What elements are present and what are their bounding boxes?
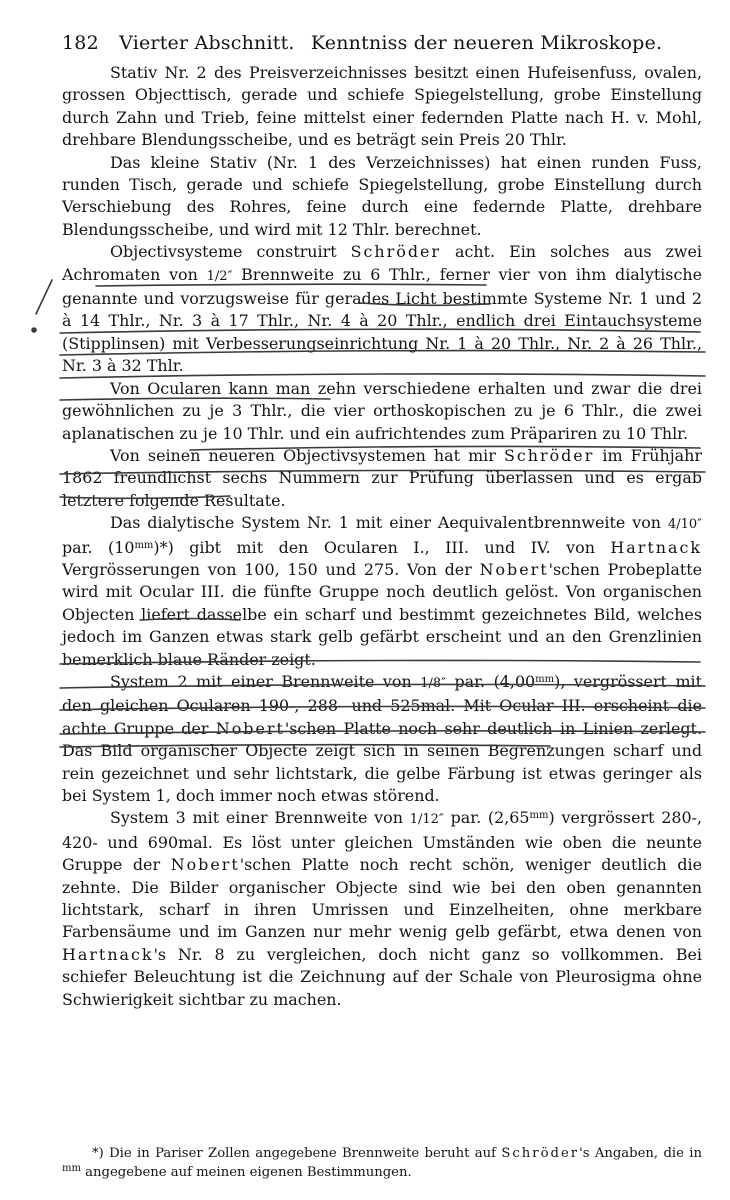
paragraph-stativ-2: Stativ Nr. 2 des Preisverzeichnisses besitzt einen Hufeisenfuss, ovalen, grossen Objecttisch, gerade und schiefe Spiegelstellung, grobe Einstellung durch Zahn und Trieb, feine mittelst einer federnden Platte nach H. v. Mohl, drehbare Blendungsscheibe, und es beträgt sein Preis 20 Thlr. bbox=[62, 63, 702, 150]
page-number: 182 bbox=[62, 32, 99, 54]
unit-superscript: mm bbox=[529, 810, 549, 822]
footnote-text: *) Die in Pariser Zollen angegebene Brennweite beruht auf Schröder's Angaben, die in $^{mm}$ angegebene auf meinen eigenen Bestimmungen. bbox=[62, 1146, 702, 1180]
margin-dot bbox=[32, 328, 36, 332]
paragraph-oculare: Von Ocularen kann man zehn verschiedene erhalten und zwar die drei gewöhnlichen zu je 3 Thlr., die vier orthoskopischen zu je 6 Thlr., die zwei aplanatischen zu je 10 Thlr. und ein aufrichtendes zum Präpariren zu 10 Thlr. bbox=[62, 378, 702, 443]
fraction: 1/12″ bbox=[409, 812, 444, 828]
header-title: Kenntniss der neueren Mikroskope. bbox=[310, 32, 663, 54]
unit-superscript: mm bbox=[134, 539, 154, 551]
paragraph-neuere-systeme: Von seinen neueren Objectivsystemen hat mir Schröder im Frühjahr 1862 freundlichst sechs Nummern zur Prüfung überlassen und es ergab letztere folgende Resultate. bbox=[62, 445, 702, 510]
person-name: Hartnack bbox=[62, 944, 154, 964]
paragraph-objectivsysteme: Objectivsysteme construirt Schröder acht. Ein solches aus zwei Achromaten von 1/2″ Brennweite zu 6 Thlr., ferner vier von ihm dialytische genannte und vorzugsweise für gerades Licht bestimmte Systeme Nr. 1 und 2 à 14 Thlr., Nr. 3 à 17 Thlr., Nr. 4 à 20 Thlr., endlich drei Eintauchsysteme (Stipplinsen) mit Verbesserungseinrichtung Nr. 1 à 20 Thlr., Nr. 2 à 26 Thlr., Nr. 3 à 32 Thlr. bbox=[62, 242, 702, 376]
paragraph-system-1: Das dialytische System Nr. 1 mit einer Aequivalentbrennweite von 4/10″ par. $(10^{mm})*$) gibt mit den Ocularen I., III. und IV. von Hartnack Vergrösserungen von 100, 150 und 275. Von der Nobert'schen Probeplatte wird mit Ocular III. die fünfte Gruppe noch deutlich gelöst. Von organischen Objecten liefert dasselbe ein scharf und bestimmt gezeichnetes Bild, welches jedoch im Ganzen etwas stark gelb gefärbt erscheint und an den Grenzlinien bemerklich blaue Ränder zeigt. bbox=[62, 513, 702, 669]
person-name: Nobert bbox=[215, 718, 285, 738]
paragraph-system-2: System 2 mit einer Brennweite von 1/8″ par. $(4,00^{mm})$, vergrössert mit den gleichen Ocularen 190-, 288- und 525mal. Mit Ocular III. erscheint die achte Gruppe der Nobert'schen Platte noch sehr deutlich in Linien zerlegt. Das Bild organischer Objecte zeigt sich in seinen Begrenzungen scharf und rein gezeichnet und sehr lichtstark, die gelbe Färbung ist etwas geringer als bei System 1, doch immer noch etwas störend. bbox=[62, 671, 702, 805]
person-name: Nobert bbox=[170, 855, 240, 875]
unit-superscript: mm bbox=[62, 1163, 81, 1174]
unit-superscript: mm bbox=[535, 673, 555, 685]
body-text bbox=[62, 62, 702, 1011]
footnote bbox=[62, 1144, 702, 1182]
fraction: 4/10″ bbox=[667, 517, 702, 533]
running-header bbox=[62, 32, 702, 54]
person-name: Nobert bbox=[479, 559, 549, 579]
person-name: Schröder bbox=[503, 445, 595, 465]
paragraph-system-3: System 3 mit einer Brennweite von 1/12″ par. $(2,65^{mm})$ vergrössert 280-, 420- und 690mal. Es löst unter gleichen Umständen wie oben die neunte Gruppe der Nobert'schen Platte noch recht schön, weniger deutlich die zehnte. Die Bilder organischer Objecte sind wie bei den oben genannten lichtstark, scharf in ihren Umrissen und Einzelheiten, ohne merkbare Farbensäume und im Ganzen nur mehr wenig gelb gefärbt, etwa denen von Hartnack's Nr. 8 zu vergleichen, doch nicht ganz so vollkommen. Bei schiefer Beleuchtung ist die Zeichnung auf der Schale von Pleurosigma ohne Schwierigkeit sichtbar zu machen. bbox=[62, 808, 703, 1009]
paragraph-stativ-1: Das kleine Stativ (Nr. 1 des Verzeichnisses) hat einen runden Fuss, runden Tisch, gerade und schiefe Spiegelstellung, grobe Einstellung durch Verschiebung des Rohres, feine durch eine federnde Platte, drehbare Blendungsscheibe, und wird mit 12 Thlr. berechnet. bbox=[62, 152, 702, 239]
person-name: Schröder bbox=[350, 242, 441, 262]
fraction: 1/2″ bbox=[206, 268, 233, 284]
person-name: Hartnack bbox=[610, 537, 702, 557]
book-page bbox=[40, 0, 708, 1200]
person-name: Schröder bbox=[501, 1146, 580, 1161]
section-label: Vierter Abschnitt. bbox=[119, 32, 295, 54]
fraction: 1/8″ bbox=[420, 675, 446, 691]
